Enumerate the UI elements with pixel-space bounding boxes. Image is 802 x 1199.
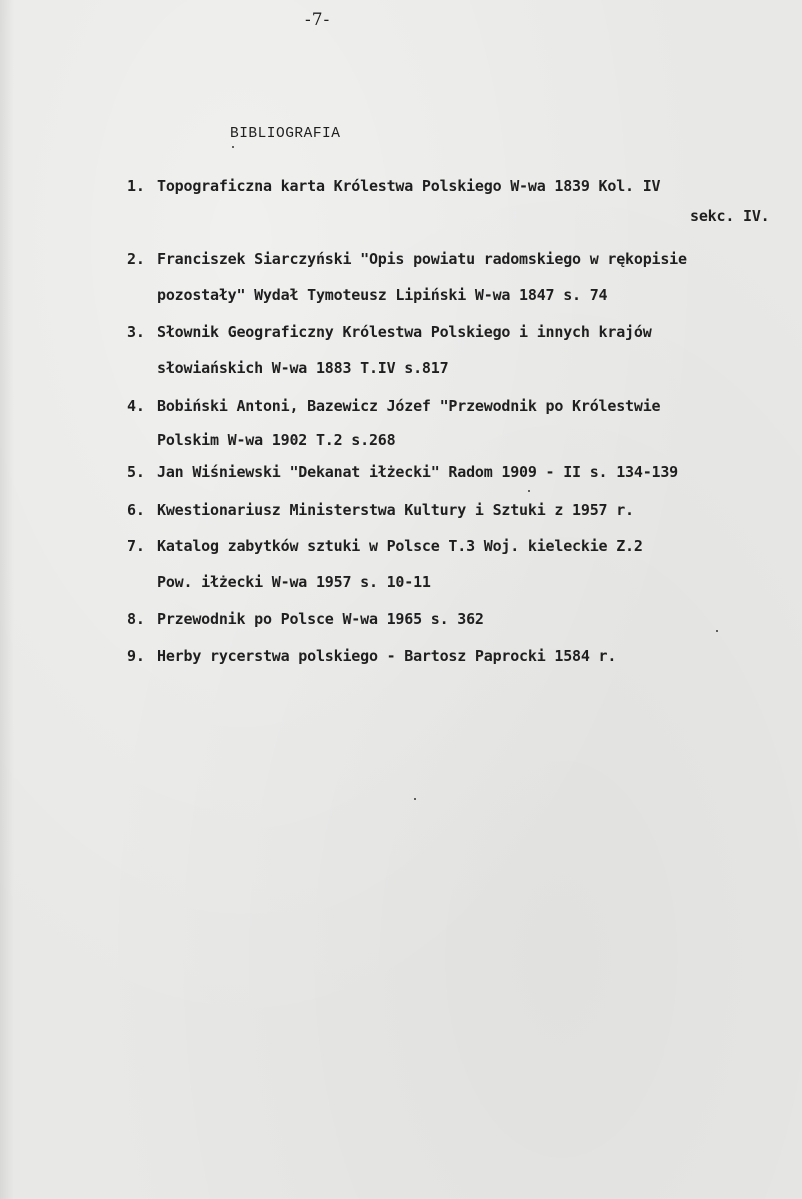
list-item-number: 4. (127, 397, 145, 415)
list-item-line: Jan Wiśniewski "Dekanat iłżecki" Radom 1909 - II s. 134-139 (157, 463, 679, 481)
list-item-line: Franciszek Siarczyński "Opis powiatu radomskiego w rękopisie (157, 250, 687, 268)
list-item-number: 1. (127, 177, 145, 195)
list-item-line: Przewodnik po Polsce W-wa 1965 s. 362 (157, 610, 484, 628)
list-item-line: Topograficzna karta Królestwa Polskiego W-wa 1839 Kol. IV (157, 177, 661, 195)
list-item-number: 7. (127, 537, 145, 555)
list-item-line: słowiańskich W-wa 1883 T.IV s.817 (157, 359, 449, 377)
paper-speck (414, 798, 416, 800)
page-shadow-edge (0, 0, 14, 1199)
list-item-line: Bobiński Antoni, Bazewicz Józef "Przewodnik po Królestwie (157, 397, 661, 415)
bibliography-heading: BIBLIOGRAFIA (230, 126, 341, 142)
list-item-number: 8. (127, 610, 145, 628)
paper-speck (716, 630, 718, 632)
list-item-line: Polskim W-wa 1902 T.2 s.268 (157, 431, 396, 449)
list-item-line: Katalog zabytków sztuki w Polsce T.3 Woj. kieleckie Z.2 (157, 537, 643, 555)
list-item-line: sekc. IV. (690, 207, 770, 225)
list-item-number: 5. (127, 463, 145, 481)
paper-speck (528, 490, 530, 492)
list-item-number: 9. (127, 647, 145, 665)
list-item-line: Kwestionariusz Ministerstwa Kultury i Sztuki z 1957 r. (157, 501, 634, 519)
page-number: -7- (305, 10, 331, 30)
list-item-line: Pow. iłżecki W-wa 1957 s. 10-11 (157, 573, 431, 591)
paper-speck (232, 146, 234, 148)
list-item-line: pozostały" Wydał Tymoteusz Lipiński W-wa 1847 s. 74 (157, 286, 608, 304)
list-item-line: Herby rycerstwa polskiego - Bartosz Paprocki 1584 r. (157, 647, 617, 665)
list-item-number: 6. (127, 501, 145, 519)
list-item-number: 3. (127, 323, 145, 341)
list-item-number: 2. (127, 250, 145, 268)
list-item-line: Słownik Geograficzny Królestwa Polskiego i innych krajów (157, 323, 652, 341)
